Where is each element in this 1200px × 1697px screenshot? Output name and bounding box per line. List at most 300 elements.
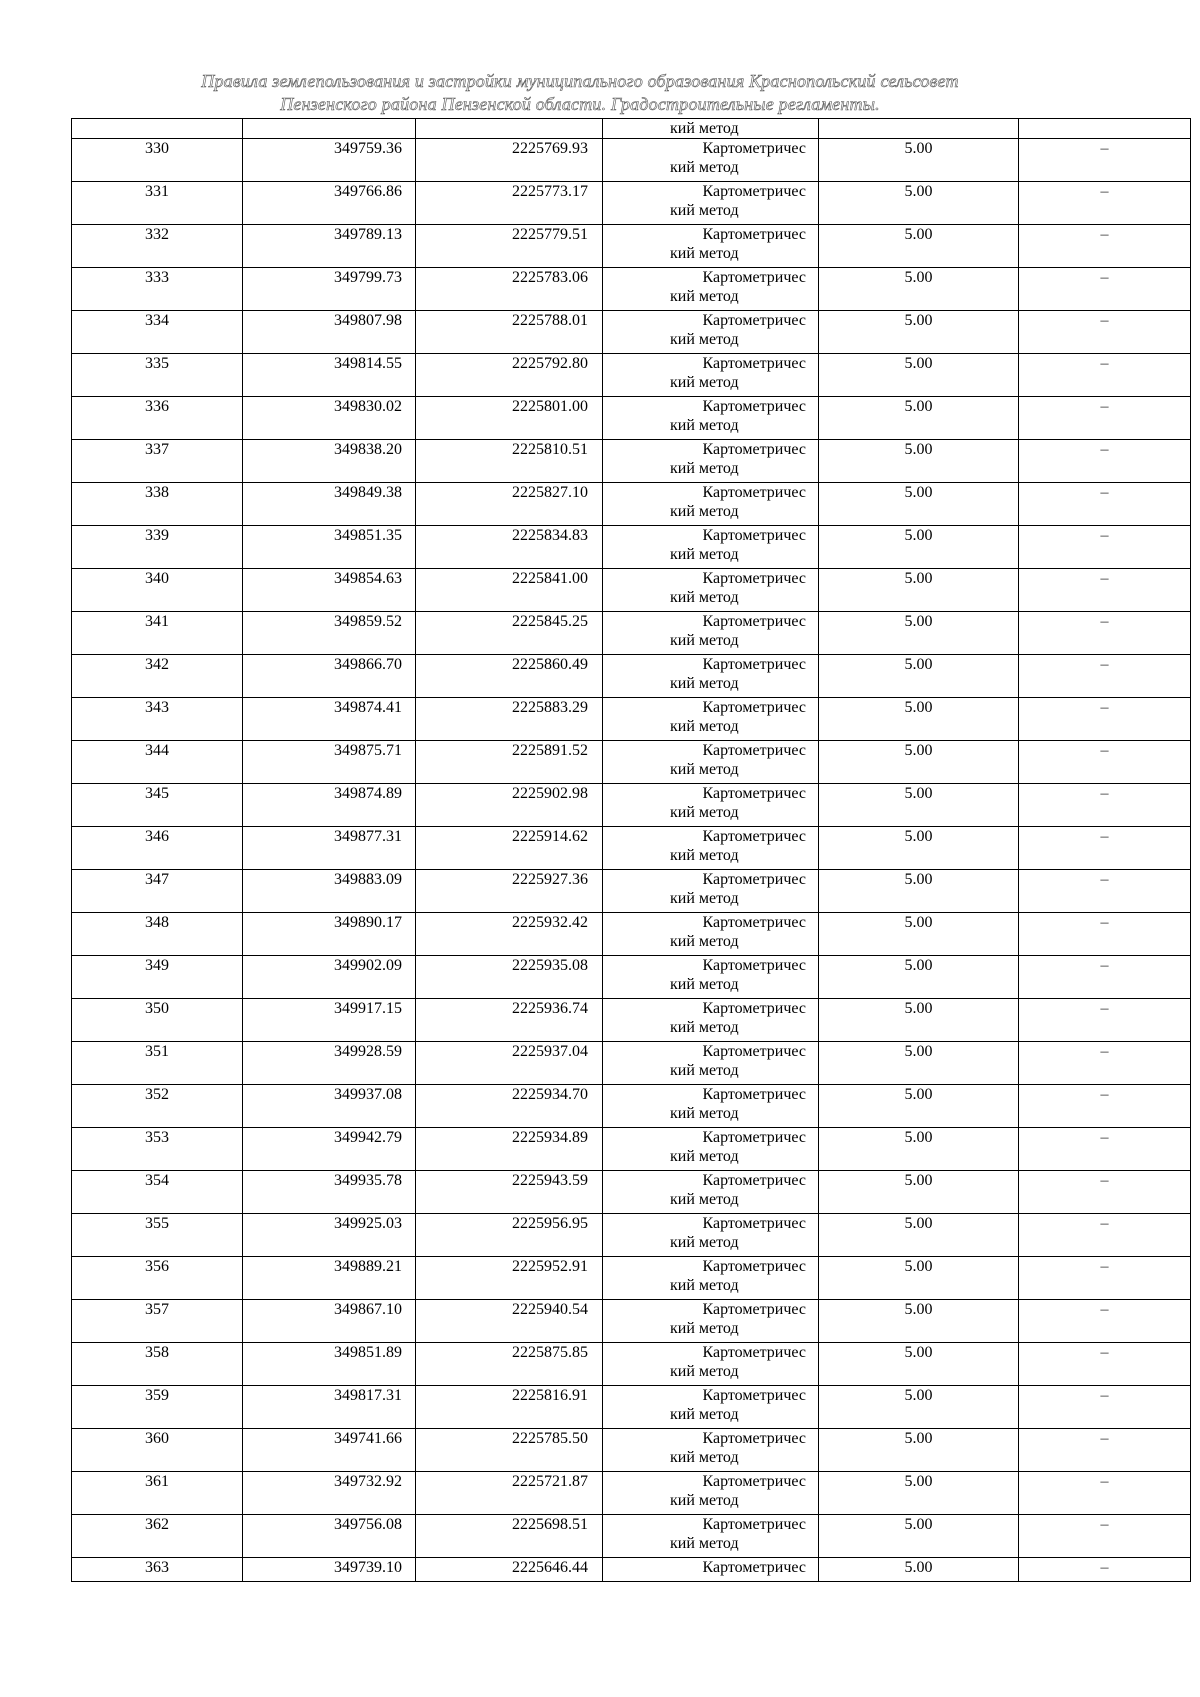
method-line-2: кий метод	[670, 1406, 739, 1423]
method-line-2: кий метод	[670, 589, 739, 606]
cell-y-coordinate: 2225810.51	[416, 440, 603, 483]
method-line-2: кий метод	[670, 1105, 739, 1122]
cell-method	[603, 784, 819, 827]
cell-point-number: 346	[72, 827, 243, 870]
method-line-2: кий метод	[670, 460, 739, 477]
cell-y-coordinate: 2225792.80	[416, 354, 603, 397]
cell-x-coordinate: 349859.52	[243, 612, 416, 655]
cell-x-coordinate: 349883.09	[243, 870, 416, 913]
method-line-1: Картометричес	[702, 226, 806, 243]
cell-x-coordinate: 349807.98	[243, 311, 416, 354]
cell-point-number: 355	[72, 1214, 243, 1257]
cell-accuracy: 5.00	[819, 655, 1019, 698]
method-line-1: Картометричес	[702, 1172, 806, 1189]
cell-y-coordinate: 2225816.91	[416, 1386, 603, 1429]
cell-point-number: 335	[72, 354, 243, 397]
cell-point-number: 342	[72, 655, 243, 698]
method-line-1: Картометричес	[702, 1559, 806, 1576]
cell-note: –	[1019, 655, 1191, 698]
method-line-2: кий метод	[670, 120, 739, 137]
table-row	[72, 397, 1191, 440]
table-row	[72, 956, 1191, 999]
cell-note: –	[1019, 1128, 1191, 1171]
cell-note: –	[1019, 569, 1191, 612]
cell-note: –	[1019, 268, 1191, 311]
method-line-2: кий метод	[670, 1234, 739, 1251]
method-line-1: Картометричес	[702, 1344, 806, 1361]
cell-y-coordinate: 2225721.87	[416, 1472, 603, 1515]
method-line-1: Картометричес	[702, 1516, 806, 1533]
cell-x-coordinate: 349814.55	[243, 354, 416, 397]
method-line-1: Картометричес	[702, 1000, 806, 1017]
cell-x-coordinate: 349799.73	[243, 268, 416, 311]
cell-y-coordinate: 2225883.29	[416, 698, 603, 741]
method-line-2: кий метод	[670, 546, 739, 563]
table-row	[72, 1128, 1191, 1171]
cell-accuracy: 5.00	[819, 1429, 1019, 1472]
cell-method	[603, 397, 819, 440]
method-line-2: кий метод	[670, 331, 739, 348]
cell-accuracy: 5.00	[819, 784, 1019, 827]
cell-y-coordinate: 2225936.74	[416, 999, 603, 1042]
cell-note: –	[1019, 1214, 1191, 1257]
cell-note: –	[1019, 440, 1191, 483]
cell-x-coordinate: 349877.31	[243, 827, 416, 870]
method-line-2: кий метод	[670, 374, 739, 391]
method-line-2: кий метод	[670, 1535, 739, 1552]
cell-note: –	[1019, 827, 1191, 870]
cell-note: –	[1019, 956, 1191, 999]
cell-note	[1019, 119, 1191, 139]
cell-note: –	[1019, 1042, 1191, 1085]
method-line-1: Картометричес	[702, 441, 806, 458]
table-row	[72, 569, 1191, 612]
cell-x-coordinate: 349889.21	[243, 1257, 416, 1300]
method-line-2: кий метод	[670, 1277, 739, 1294]
cell-method	[603, 268, 819, 311]
cell-x-coordinate: 349830.02	[243, 397, 416, 440]
cell-y-coordinate: 2225841.00	[416, 569, 603, 612]
cell-point-number: 343	[72, 698, 243, 741]
method-line-1: Картометричес	[702, 1430, 806, 1447]
cell-y-coordinate: 2225785.50	[416, 1429, 603, 1472]
cell-x-coordinate: 349741.66	[243, 1429, 416, 1472]
cell-accuracy: 5.00	[819, 741, 1019, 784]
cell-point-number: 332	[72, 225, 243, 268]
cell-x-coordinate: 349925.03	[243, 1214, 416, 1257]
method-line-2: кий метод	[670, 933, 739, 950]
cell-method	[603, 655, 819, 698]
cell-method	[603, 1128, 819, 1171]
cell-accuracy: 5.00	[819, 139, 1019, 182]
cell-y-coordinate: 2225935.08	[416, 956, 603, 999]
cell-method	[603, 1558, 819, 1582]
cell-method	[603, 1300, 819, 1343]
cell-point-number: 349	[72, 956, 243, 999]
cell-method	[603, 956, 819, 999]
cell-y-coordinate: 2225943.59	[416, 1171, 603, 1214]
cell-y-coordinate: 2225801.00	[416, 397, 603, 440]
cell-x-coordinate: 349890.17	[243, 913, 416, 956]
cell-x-coordinate: 349928.59	[243, 1042, 416, 1085]
cell-y-coordinate: 2225646.44	[416, 1558, 603, 1582]
cell-method	[603, 1386, 819, 1429]
cell-x-coordinate: 349766.86	[243, 182, 416, 225]
table-row	[72, 268, 1191, 311]
cell-note: –	[1019, 1429, 1191, 1472]
method-line-2: кий метод	[670, 675, 739, 692]
cell-point-number: 357	[72, 1300, 243, 1343]
cell-point-number: 353	[72, 1128, 243, 1171]
cell-point-number	[72, 119, 243, 139]
cell-point-number: 330	[72, 139, 243, 182]
table-row	[72, 139, 1191, 182]
cell-method	[603, 612, 819, 655]
cell-point-number: 331	[72, 182, 243, 225]
method-line-1: Картометричес	[702, 656, 806, 673]
method-line-1: Картометричес	[702, 398, 806, 415]
cell-y-coordinate: 2225845.25	[416, 612, 603, 655]
cell-method	[603, 1472, 819, 1515]
cell-method	[603, 119, 819, 139]
cell-y-coordinate: 2225769.93	[416, 139, 603, 182]
cell-point-number: 333	[72, 268, 243, 311]
table-row	[72, 440, 1191, 483]
method-line-2: кий метод	[670, 1019, 739, 1036]
cell-accuracy: 5.00	[819, 1171, 1019, 1214]
method-line-2: кий метод	[670, 1191, 739, 1208]
cell-x-coordinate: 349867.10	[243, 1300, 416, 1343]
method-line-1: Картометричес	[702, 871, 806, 888]
cell-y-coordinate: 2225914.62	[416, 827, 603, 870]
cell-x-coordinate: 349875.71	[243, 741, 416, 784]
cell-accuracy: 5.00	[819, 1558, 1019, 1582]
method-line-1: Картометричес	[702, 1086, 806, 1103]
cell-method	[603, 870, 819, 913]
cell-y-coordinate: 2225698.51	[416, 1515, 603, 1558]
cell-y-coordinate: 2225934.70	[416, 1085, 603, 1128]
method-line-1: Картометричес	[702, 914, 806, 931]
cell-y-coordinate: 2225891.52	[416, 741, 603, 784]
cell-method	[603, 698, 819, 741]
cell-point-number: 334	[72, 311, 243, 354]
cell-accuracy: 5.00	[819, 1472, 1019, 1515]
cell-x-coordinate: 349732.92	[243, 1472, 416, 1515]
cell-x-coordinate: 349838.20	[243, 440, 416, 483]
method-line-1: Картометричес	[702, 1301, 806, 1318]
cell-y-coordinate: 2225827.10	[416, 483, 603, 526]
cell-accuracy: 5.00	[819, 1343, 1019, 1386]
cell-note: –	[1019, 1171, 1191, 1214]
method-line-1: Картометричес	[702, 355, 806, 372]
cell-point-number: 347	[72, 870, 243, 913]
table-row	[72, 655, 1191, 698]
cell-x-coordinate: 349756.08	[243, 1515, 416, 1558]
cell-note: –	[1019, 311, 1191, 354]
cell-accuracy: 5.00	[819, 1257, 1019, 1300]
cell-note: –	[1019, 526, 1191, 569]
cell-y-coordinate: 2225952.91	[416, 1257, 603, 1300]
cell-accuracy: 5.00	[819, 956, 1019, 999]
method-line-2: кий метод	[670, 632, 739, 649]
cell-point-number: 362	[72, 1515, 243, 1558]
method-line-1: Картометричес	[702, 140, 806, 157]
method-line-2: кий метод	[670, 202, 739, 219]
method-line-2: кий метод	[670, 761, 739, 778]
cell-method	[603, 526, 819, 569]
method-line-2: кий метод	[670, 976, 739, 993]
table-row	[72, 827, 1191, 870]
method-line-1: Картометричес	[702, 1473, 806, 1490]
cell-y-coordinate: 2225773.17	[416, 182, 603, 225]
cell-method	[603, 139, 819, 182]
cell-point-number: 344	[72, 741, 243, 784]
cell-x-coordinate: 349817.31	[243, 1386, 416, 1429]
cell-point-number: 361	[72, 1472, 243, 1515]
cell-point-number: 363	[72, 1558, 243, 1582]
method-line-2: кий метод	[670, 417, 739, 434]
cell-note: –	[1019, 784, 1191, 827]
cell-point-number: 345	[72, 784, 243, 827]
method-line-1: Картометричес	[702, 828, 806, 845]
table-row	[72, 741, 1191, 784]
table-row	[72, 354, 1191, 397]
cell-y-coordinate: 2225927.36	[416, 870, 603, 913]
cell-point-number: 341	[72, 612, 243, 655]
method-line-2: кий метод	[670, 890, 739, 907]
cell-method	[603, 483, 819, 526]
table-row	[72, 1257, 1191, 1300]
method-line-1: Картометричес	[702, 699, 806, 716]
cell-x-coordinate: 349851.35	[243, 526, 416, 569]
cell-y-coordinate: 2225934.89	[416, 1128, 603, 1171]
cell-note: –	[1019, 354, 1191, 397]
cell-note: –	[1019, 1343, 1191, 1386]
cell-accuracy: 5.00	[819, 182, 1019, 225]
cell-note: –	[1019, 1558, 1191, 1582]
cell-x-coordinate: 349917.15	[243, 999, 416, 1042]
table-row	[72, 1558, 1191, 1582]
cell-accuracy: 5.00	[819, 870, 1019, 913]
cell-method	[603, 827, 819, 870]
table-row	[72, 870, 1191, 913]
method-line-2: кий метод	[670, 1148, 739, 1165]
cell-note: –	[1019, 913, 1191, 956]
cell-x-coordinate: 349759.36	[243, 139, 416, 182]
cell-accuracy: 5.00	[819, 440, 1019, 483]
cell-note: –	[1019, 1472, 1191, 1515]
method-line-1: Картометричес	[702, 269, 806, 286]
cell-method	[603, 354, 819, 397]
cell-y-coordinate: 2225937.04	[416, 1042, 603, 1085]
method-line-2: кий метод	[670, 1320, 739, 1337]
cell-point-number: 351	[72, 1042, 243, 1085]
cell-point-number: 348	[72, 913, 243, 956]
table-row	[72, 225, 1191, 268]
cell-note: –	[1019, 1257, 1191, 1300]
cell-note: –	[1019, 483, 1191, 526]
cell-accuracy	[819, 119, 1019, 139]
cell-accuracy: 5.00	[819, 1042, 1019, 1085]
table-row	[72, 1085, 1191, 1128]
cell-method	[603, 225, 819, 268]
header-line-2: Пензенского района Пензенской области. Градостроительные регламенты.	[280, 94, 880, 114]
table-row	[72, 1515, 1191, 1558]
page-header	[160, 70, 1000, 116]
method-line-1: Картометричес	[702, 183, 806, 200]
cell-x-coordinate: 349739.10	[243, 1558, 416, 1582]
table-row	[72, 483, 1191, 526]
cell-y-coordinate: 2225779.51	[416, 225, 603, 268]
table-row	[72, 999, 1191, 1042]
cell-note: –	[1019, 139, 1191, 182]
cell-method	[603, 1085, 819, 1128]
cell-point-number: 350	[72, 999, 243, 1042]
cell-method	[603, 311, 819, 354]
cell-x-coordinate: 349874.41	[243, 698, 416, 741]
table-row	[72, 1429, 1191, 1472]
cell-note: –	[1019, 1386, 1191, 1429]
method-line-1: Картометричес	[702, 742, 806, 759]
cell-x-coordinate: 349942.79	[243, 1128, 416, 1171]
cell-accuracy: 5.00	[819, 612, 1019, 655]
table-row	[72, 1214, 1191, 1257]
table-row	[72, 1472, 1191, 1515]
cell-point-number: 360	[72, 1429, 243, 1472]
method-line-1: Картометричес	[702, 1043, 806, 1060]
cell-accuracy: 5.00	[819, 1386, 1019, 1429]
cell-point-number: 354	[72, 1171, 243, 1214]
cell-method	[603, 1171, 819, 1214]
cell-note: –	[1019, 999, 1191, 1042]
cell-note: –	[1019, 741, 1191, 784]
cell-y-coordinate: 2225834.83	[416, 526, 603, 569]
cell-point-number: 356	[72, 1257, 243, 1300]
method-line-1: Картометричес	[702, 957, 806, 974]
cell-accuracy: 5.00	[819, 999, 1019, 1042]
cell-accuracy: 5.00	[819, 526, 1019, 569]
cell-method	[603, 999, 819, 1042]
cell-accuracy: 5.00	[819, 913, 1019, 956]
cell-method	[603, 1214, 819, 1257]
cell-method	[603, 741, 819, 784]
method-line-1: Картометричес	[702, 570, 806, 587]
cell-method	[603, 1515, 819, 1558]
cell-y-coordinate: 2225875.85	[416, 1343, 603, 1386]
method-line-2: кий метод	[670, 1363, 739, 1380]
cell-x-coordinate	[243, 119, 416, 139]
cell-note: –	[1019, 698, 1191, 741]
table-row	[72, 1042, 1191, 1085]
method-line-2: кий метод	[670, 1062, 739, 1079]
method-line-2: кий метод	[670, 1449, 739, 1466]
method-line-1: Картометричес	[702, 1258, 806, 1275]
cell-accuracy: 5.00	[819, 1214, 1019, 1257]
cell-x-coordinate: 349854.63	[243, 569, 416, 612]
cell-point-number: 352	[72, 1085, 243, 1128]
cell-point-number: 340	[72, 569, 243, 612]
cell-note: –	[1019, 225, 1191, 268]
cell-method	[603, 1042, 819, 1085]
cell-y-coordinate: 2225788.01	[416, 311, 603, 354]
cell-method	[603, 1429, 819, 1472]
cell-y-coordinate: 2225940.54	[416, 1300, 603, 1343]
cell-x-coordinate: 349902.09	[243, 956, 416, 999]
table-row	[72, 1343, 1191, 1386]
method-line-1: Картометричес	[702, 1387, 806, 1404]
cell-note: –	[1019, 612, 1191, 655]
cell-method	[603, 182, 819, 225]
cell-accuracy: 5.00	[819, 827, 1019, 870]
cell-x-coordinate: 349866.70	[243, 655, 416, 698]
cell-accuracy: 5.00	[819, 698, 1019, 741]
cell-method	[603, 913, 819, 956]
method-line-2: кий метод	[670, 847, 739, 864]
cell-accuracy: 5.00	[819, 268, 1019, 311]
cell-y-coordinate: 2225956.95	[416, 1214, 603, 1257]
cell-accuracy: 5.00	[819, 569, 1019, 612]
table-row	[72, 1171, 1191, 1214]
cell-x-coordinate: 349851.89	[243, 1343, 416, 1386]
cell-y-coordinate: 2225783.06	[416, 268, 603, 311]
cell-point-number: 337	[72, 440, 243, 483]
cell-point-number: 339	[72, 526, 243, 569]
method-line-1: Картометричес	[702, 1215, 806, 1232]
cell-accuracy: 5.00	[819, 1085, 1019, 1128]
table-row	[72, 526, 1191, 569]
table-row	[72, 182, 1191, 225]
cell-x-coordinate: 349849.38	[243, 483, 416, 526]
method-line-2: кий метод	[670, 245, 739, 262]
cell-accuracy: 5.00	[819, 1300, 1019, 1343]
header-line-1: Правила землепользования и застройки муниципального образования Краснопольский сельсовет	[201, 71, 959, 91]
cell-accuracy: 5.00	[819, 397, 1019, 440]
cell-x-coordinate: 349789.13	[243, 225, 416, 268]
table-row	[72, 311, 1191, 354]
method-line-2: кий метод	[670, 804, 739, 821]
method-line-2: кий метод	[670, 718, 739, 735]
cell-method	[603, 1257, 819, 1300]
method-line-1: Картометричес	[702, 312, 806, 329]
table-row	[72, 698, 1191, 741]
method-line-2: кий метод	[670, 288, 739, 305]
cell-accuracy: 5.00	[819, 225, 1019, 268]
cell-accuracy: 5.00	[819, 1128, 1019, 1171]
cell-y-coordinate: 2225902.98	[416, 784, 603, 827]
cell-note: –	[1019, 1085, 1191, 1128]
cell-point-number: 358	[72, 1343, 243, 1386]
cell-point-number: 336	[72, 397, 243, 440]
coordinates-table-body	[72, 119, 1191, 1582]
cell-y-coordinate	[416, 119, 603, 139]
cell-method	[603, 1343, 819, 1386]
cell-y-coordinate: 2225932.42	[416, 913, 603, 956]
cell-accuracy: 5.00	[819, 483, 1019, 526]
method-line-2: кий метод	[670, 1492, 739, 1509]
cell-note: –	[1019, 1300, 1191, 1343]
method-line-1: Картометричес	[702, 527, 806, 544]
cell-note: –	[1019, 397, 1191, 440]
cell-method	[603, 569, 819, 612]
method-line-1: Картометричес	[702, 613, 806, 630]
method-line-2: кий метод	[670, 503, 739, 520]
method-line-1: Картометричес	[702, 484, 806, 501]
table-row-continuation	[72, 119, 1191, 139]
table-row	[72, 1386, 1191, 1429]
coordinates-table	[71, 118, 1191, 1582]
cell-y-coordinate: 2225860.49	[416, 655, 603, 698]
cell-x-coordinate: 349935.78	[243, 1171, 416, 1214]
